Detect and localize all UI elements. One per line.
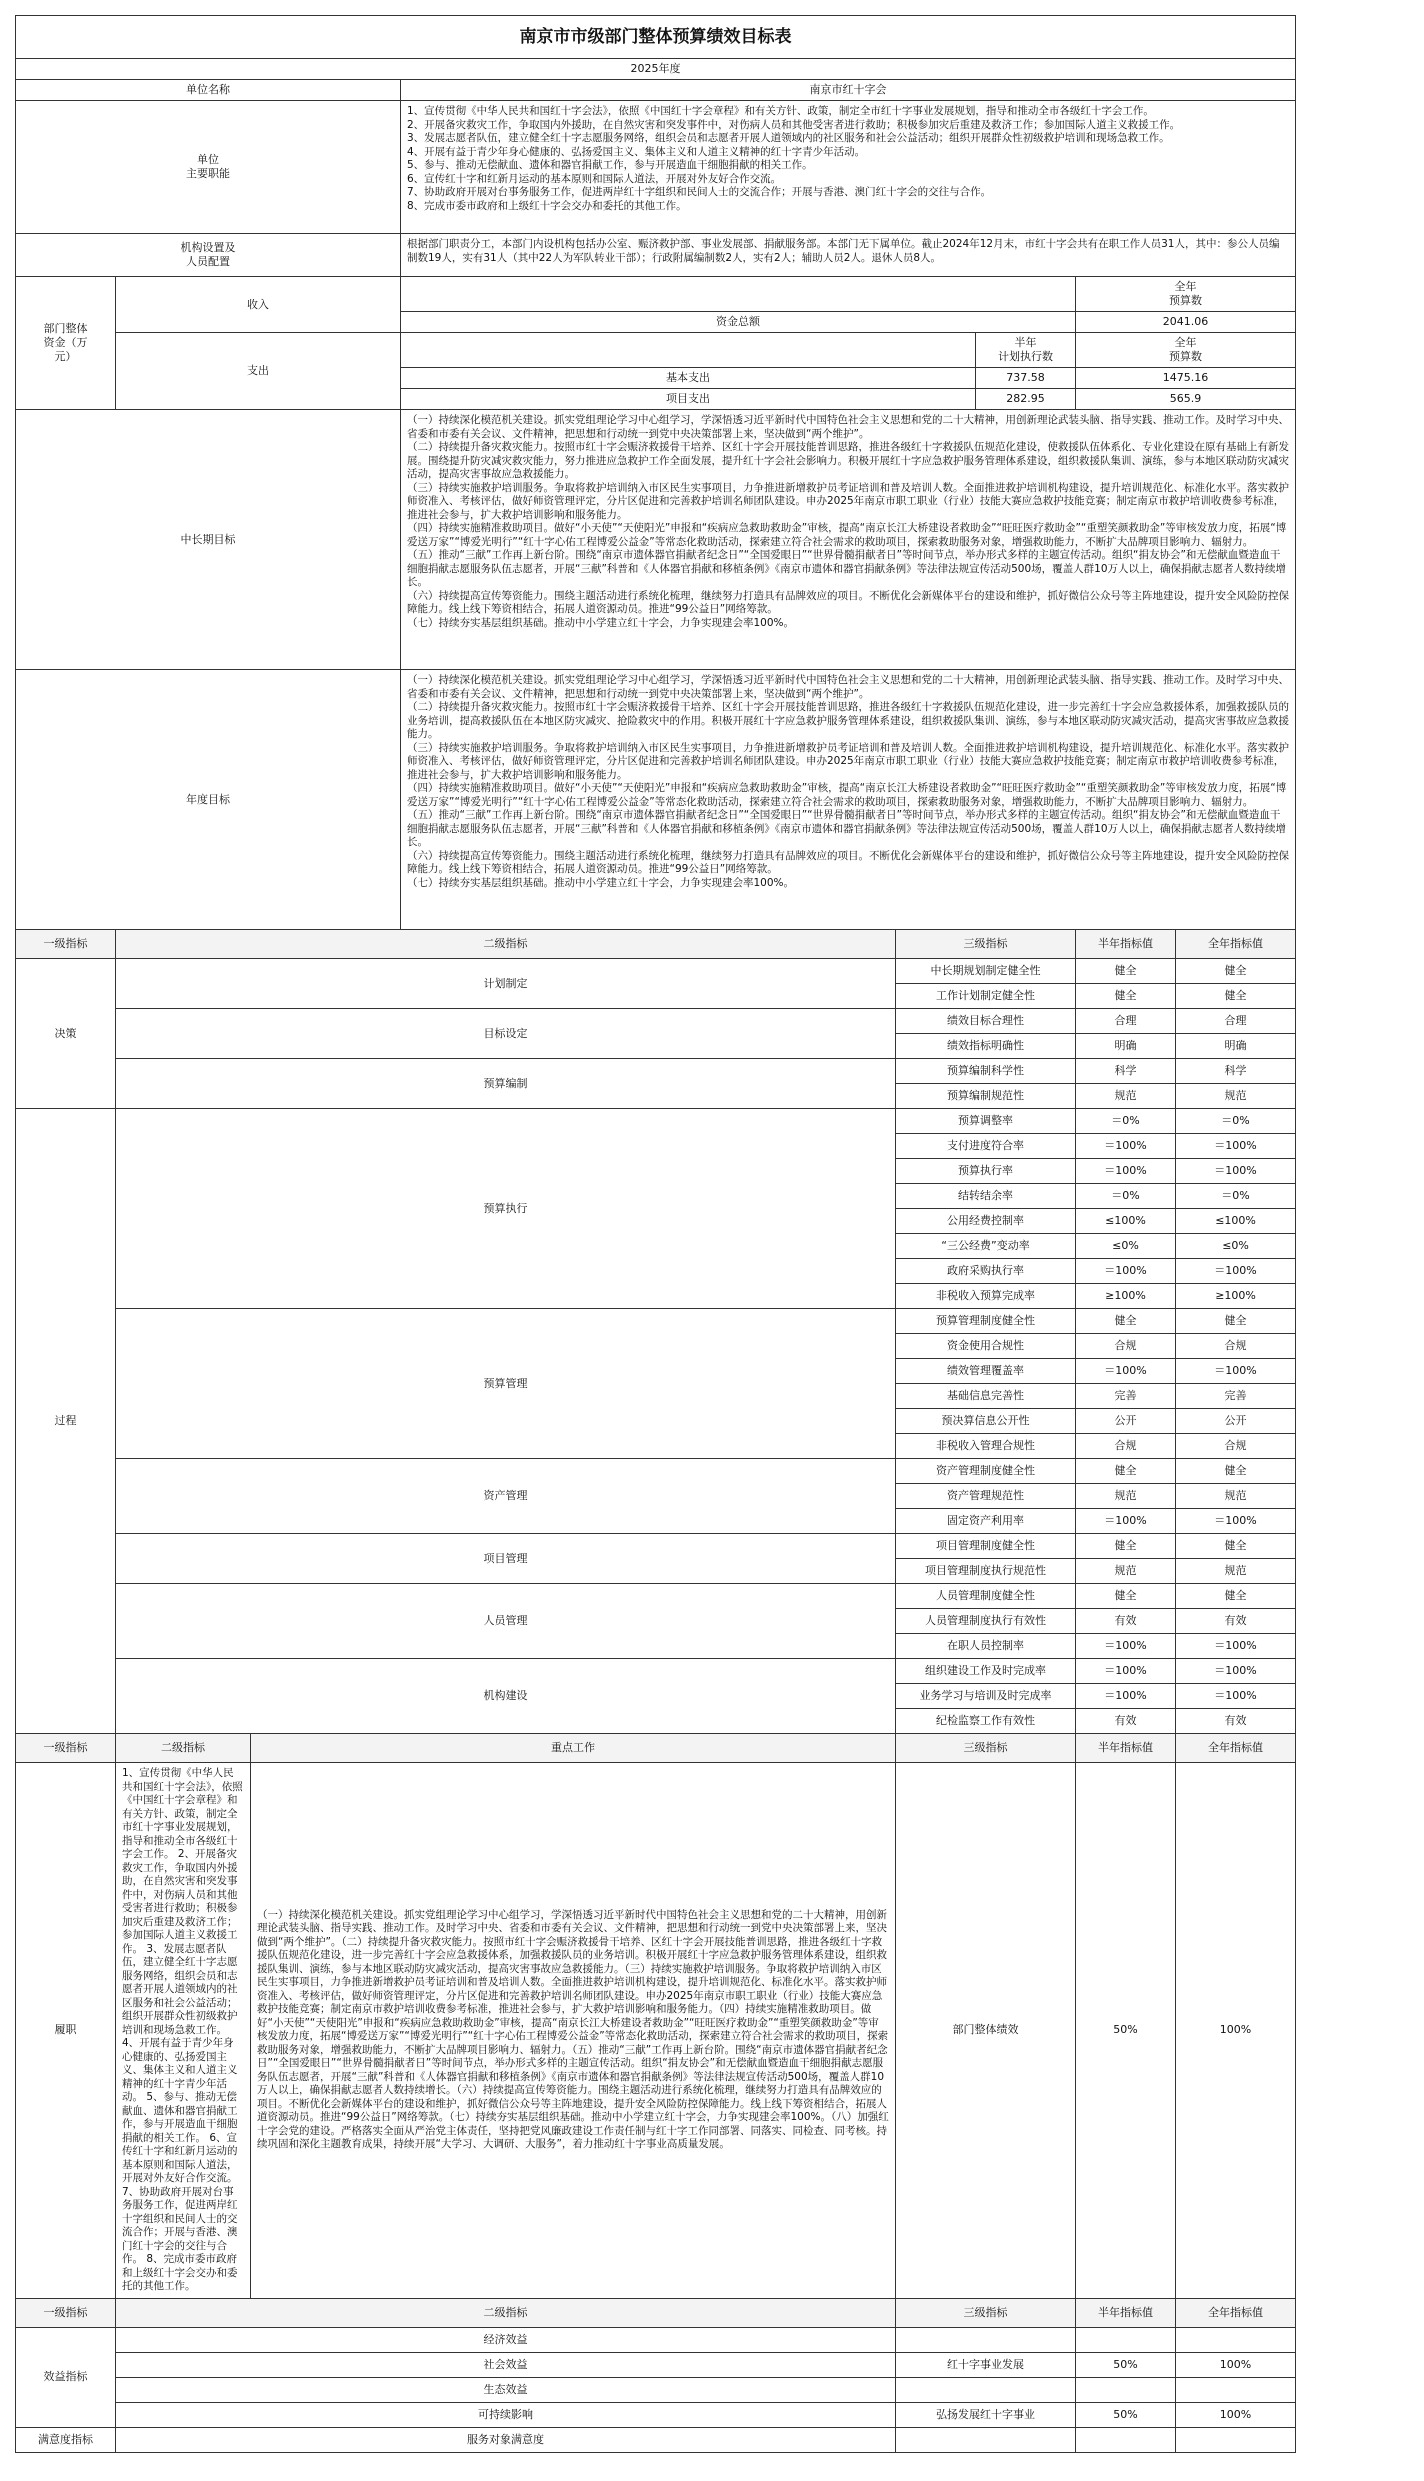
indicator-l3: 预算管理制度健全性 <box>896 1309 1076 1334</box>
indicator-full: 有效 <box>1176 1609 1296 1634</box>
indicator-full: ≤100% <box>1176 1209 1296 1234</box>
satisfaction-l2: 服务对象满意度 <box>116 2427 896 2452</box>
staff-text: 根据部门职责分工，本部门内设机构包括办公室、赈济救护部、事业发展部、捐献服务部。本部门无下属单位。截止2024年12月末，市红十字会共有在职工作人员31人，其中：参公人员编制数19人，实有31人（其中22人为军队转业干部）；行政附属编制数2人，实有2人；辅助人员2人。退休人员8人。 <box>401 234 1296 277</box>
indicator-l3: 绩效管理覆盖率 <box>896 1359 1076 1384</box>
indicator-l3: 中长期规划制定健全性 <box>896 959 1076 984</box>
satisfaction-row <box>16 2427 1296 2452</box>
indicator-half: 健全 <box>1076 959 1176 984</box>
benefit-l3: 红十字事业发展 <box>896 2352 1076 2377</box>
benefit-half <box>1076 2327 1176 2352</box>
indicator-full: ＝100% <box>1176 1159 1296 1184</box>
expense-label: 支出 <box>116 333 401 410</box>
indicator-full: ＝100% <box>1176 1359 1296 1384</box>
indicator-row <box>16 1059 1296 1084</box>
indicator-row <box>16 1009 1296 1034</box>
annual-text: （一）持续深化模范机关建设。抓实党组理论学习中心组学习，学深悟透习近平新时代中国特色社会主义思想和党的二十大精神，用创新理论武装头脑、指导实践、推动工作。及时学习中央、省委和市委有关会议、文件精神，把思想和行动统一到党中央决策部署上来，坚决做到“两个维护”。 （二）持续提升备灾救灾能力。按照市红十字会赈济救援骨干培养、区红十字会开展技能普训思路，推进各级红十字救援队伍规范化建设，进一步完善红十字会应急救援体系，加强救援队员的业务培训，提高救援队伍在本地区防灾减灾、抢险救灾中的作用。积极开展红十字应急救护服务管理体系建设，组织救援队集训、演练，参与本地区联动防灾减灾活动，提高灾害事故应急救援能力。 （三）持续实施救护培训服务。争取将救护培训纳入市区民生实事项目，力争推进新增救护员考证培训和普及培训人数。全面推进救护培训机构建设，提升培训规范化、标准化水平。落实救护师资准入、考核评估，做好师资管理评定，分片区促进和完善救护培训名师团队建设。申办2025年南京市职工职业（行业）技能大赛应急救护技能竞赛；制定南京市救护培训收费参考标准，推进社会参与，扩大救护培训影响和服务能力。 （四）持续实施精准救助项目。做好“小天使”“天使阳光”申报和“疾病应急救助救助金”审核，提高“南京长江大桥建设者救助金”“旺旺医疗救助金”“重塑笑颜救助金”等审核发放力度，拓展“博爱送万家”“博爱光明行”“红十字心佑工程博爱公益金”等常态化救助活动，探索建立符合社会需求的救助项目，探索救助服务对象，增强救助能力，不断扩大品牌项目影响力、辐射力。 （五）推动“三献”工作再上新台阶。围绕“南京市遗体器官捐献者纪念日”“全国爱眼日”“世界骨髓捐献者日”等时间节点，举办形式多样的主题宣传活动。组织“捐友协会”和无偿献血暨造血干细胞捐献志愿服务队伍志愿者，开展“三献”科普和《人体器官捐献和移植条例》《南京市遗体和器官捐献条例》等法律法规宣传活动500场，覆盖人群10万人以上，确保捐献志愿者人数持续增长。 （六）持续提高宣传筹资能力。围绕主题活动进行系统化梳理，继续努力打造具有品牌效应的项目。不断优化会新媒体平台的建设和维护，抓好微信公众号等主阵地建设，提升安全风险防控保障能力。线上线下筹资相结合，拓展人道资源动员。推进“99公益日”网络筹款。 （七）持续夯实基层组织基础。推动中小学建立红十字会，力争实现建会率100%。 <box>401 670 1296 930</box>
total-value: 2041.06 <box>1076 312 1296 333</box>
perform-key: （一）持续深化模范机关建设。抓实党组理论学习中心组学习，学深悟透习近平新时代中国特色社会主义思想和党的二十大精神，用创新理论武装头脑、指导实践、推动工作。及时学习中央、省委和市委有关会议、文件精神，把思想和行动统一到党中央决策部署上来，坚决做到“两个维护”。（二）持续提升备灾救灾能力。按照市红十字会赈济救援骨干培养、区红十字会开展技能普训思路，推进各级红十字救援队伍规范化建设，进一步完善红十字会应急救援体系，加强救援队员的业务培训。积极开展红十字应急救护服务管理体系建设，组织救援队集训、演练，参与本地区联动防灾减灾活动，提高灾害事故应急救援能力。（三）持续实施救护培训服务。争取将救护培训纳入市区民生实事项目，力争推进新增救护员考证培训和普及培训人数。全面推进救护培训机构建设，提升培训规范化、标准化水平。落实救护师资准入、考核评估，做好师资管理评定，分片区促进和完善救护培训名师团队建设。申办2025年南京市职工职业（行业）技能大赛应急救护技能竞赛；制定南京市救护培训收费参考标准，推进社会参与，扩大救护培训影响和服务能力。（四）持续实施精准救助项目。做好“小天使”“天使阳光”申报和“疾病应急救助救助金”审核，提高“南京长江大桥建设者救助金”“旺旺医疗救助金”“重塑笑颜救助金”等审核发放力度，拓展“博爱送万家”“博爱光明行”“红十字心佑工程博爱公益金”等常态化救助活动，探索建立符合社会需求的救助项目，探索救助服务对象，增强救助能力，不断扩大品牌项目影响力、辐射力。（五）推动“三献”工作再上新台阶。围绕“南京市遗体器官捐献者纪念日”“全国爱眼日”“世界骨髓捐献者日”等时间节点，举办形式多样的主题宣传活动。组织“捐友协会”和无偿献血暨造血干细胞捐献志愿服务队伍志愿者，开展“三献”科普和《人体器官捐献和移植条例》《南京市遗体和器官捐献条例》等法律法规宣传活动500场，覆盖人群10万人以上，确保捐献志愿者人数持续增长。（六）持续提高宣传筹资能力。围绕主题活动进行系统化梳理，继续努力打造具有品牌效应的项目。不断优化会新媒体平台的建设和维护，抓好微信公众号等主阵地建设，提升安全风险防控保障能力。线上线下筹资相结合，拓展人道资源动员。推进“99公益日”网络筹款。（七）持续夯实基层组织基础。推动中小学建立红十字会，力争实现建会率100%。（八）加强红十字会党的建设。严格落实全面从严治党主体责任，坚持把党风廉政建设工作责任制与红十字工作同部署、同落实、同检查、同考核。持续巩固和深化主题教育成果，持续开展“大学习、大调研、大服务”，着力推动红十字事业高质量发展。 <box>251 1763 896 2299</box>
indicator-l3: 政府采购执行率 <box>896 1259 1076 1284</box>
satisfaction-l3 <box>896 2427 1076 2452</box>
total-label: 资金总额 <box>401 312 1076 333</box>
perform-header-row <box>16 1734 1296 1763</box>
benefit-l3: 弘扬发展红十字事业 <box>896 2402 1076 2427</box>
benefit-l2: 生态效益 <box>116 2377 896 2402</box>
indicator-half: ≥100% <box>1076 1284 1176 1309</box>
indicator-l2: 预算执行 <box>116 1109 896 1309</box>
indicator-half: ＝100% <box>1076 1259 1176 1284</box>
indicator-l2: 资产管理 <box>116 1459 896 1534</box>
benefit-full <box>1176 2377 1296 2402</box>
indicator-half: ＝100% <box>1076 1634 1176 1659</box>
benefit-full <box>1176 2327 1296 2352</box>
indicator-l3: 结转结余率 <box>896 1184 1076 1209</box>
indicator-half: 完善 <box>1076 1384 1176 1409</box>
indicator-l3: 绩效目标合理性 <box>896 1009 1076 1034</box>
indicator-full: 健全 <box>1176 984 1296 1009</box>
indicator-l3: 项目管理制度健全性 <box>896 1534 1076 1559</box>
indicator-half: ＝0% <box>1076 1109 1176 1134</box>
project-label: 项目支出 <box>401 389 976 410</box>
indicator-l2: 机构建设 <box>116 1659 896 1734</box>
indicator-full: 合规 <box>1176 1434 1296 1459</box>
indicator-half: 健全 <box>1076 1309 1176 1334</box>
indicator-l2: 人员管理 <box>116 1584 896 1659</box>
year-label: 2025年度 <box>16 59 1296 80</box>
indicator-full: ＝100% <box>1176 1684 1296 1709</box>
benefit-half <box>1076 2377 1176 2402</box>
indicator-l3: 纪检监察工作有效性 <box>896 1709 1076 1734</box>
indicator-full: 有效 <box>1176 1709 1296 1734</box>
indicator-full: 健全 <box>1176 1534 1296 1559</box>
indicator-full: 规范 <box>1176 1559 1296 1584</box>
perform-header-full: 全年指标值 <box>1176 1734 1296 1763</box>
indicator-half: 合规 <box>1076 1334 1176 1359</box>
indicator-full: ≤0% <box>1176 1234 1296 1259</box>
indicator-l3: “三公经费”变动率 <box>896 1234 1076 1259</box>
indicator-row <box>16 1659 1296 1684</box>
indicator-l2: 计划制定 <box>116 959 896 1009</box>
indicator-full: 健全 <box>1176 1309 1296 1334</box>
indicator-full: 规范 <box>1176 1484 1296 1509</box>
income-label: 收入 <box>116 277 401 333</box>
benefit-header-half: 半年指标值 <box>1076 2298 1176 2327</box>
indicator-half: 规范 <box>1076 1559 1176 1584</box>
indicator-l3: 业务学习与培训及时完成率 <box>896 1684 1076 1709</box>
indicator-half: 健全 <box>1076 1534 1176 1559</box>
benefit-half: 50% <box>1076 2352 1176 2377</box>
perform-l3: 部门整体绩效 <box>896 1763 1076 2299</box>
indicator-row <box>16 1109 1296 1134</box>
indicator-full: 科学 <box>1176 1059 1296 1084</box>
ind-header-full: 全年指标值 <box>1176 930 1296 959</box>
indicator-l3: 资产管理制度健全性 <box>896 1459 1076 1484</box>
indicator-half: ＝0% <box>1076 1184 1176 1209</box>
indicator-l3: 工作计划制定健全性 <box>896 984 1076 1009</box>
indicator-l3: 预算编制规范性 <box>896 1084 1076 1109</box>
benefit-row <box>16 2377 1296 2402</box>
page-title: 南京市市级部门整体预算绩效目标表 <box>16 16 1296 59</box>
indicator-l3: 非税收入管理合规性 <box>896 1434 1076 1459</box>
half-year-header: 半年 计划执行数 <box>976 333 1076 368</box>
indicator-half: ＝100% <box>1076 1684 1176 1709</box>
annual-label: 年度目标 <box>16 670 401 930</box>
benefit-row <box>16 2352 1296 2377</box>
unit-label: 单位名称 <box>16 80 401 101</box>
full-year-header: 全年 预算数 <box>1076 277 1296 312</box>
indicator-full: 健全 <box>1176 1584 1296 1609</box>
indicator-half: ＝100% <box>1076 1509 1176 1534</box>
benefit-row <box>16 2327 1296 2352</box>
indicator-full: ＝100% <box>1176 1259 1296 1284</box>
indicator-row <box>16 1459 1296 1484</box>
satisfaction-half <box>1076 2427 1176 2452</box>
benefit-l2: 经济效益 <box>116 2327 896 2352</box>
indicator-l2: 目标设定 <box>116 1009 896 1059</box>
indicator-half: ＝100% <box>1076 1134 1176 1159</box>
perform-half: 50% <box>1076 1763 1176 2299</box>
perform-header-l2: 二级指标 <box>116 1734 251 1763</box>
indicator-full: 公开 <box>1176 1409 1296 1434</box>
indicator-l3: 预决算信息公开性 <box>896 1409 1076 1434</box>
indicator-l2: 预算管理 <box>116 1309 896 1459</box>
benefit-row <box>16 2402 1296 2427</box>
indicator-half: 明确 <box>1076 1034 1176 1059</box>
staff-label: 机构设置及 人员配置 <box>16 234 401 277</box>
indicator-l2: 项目管理 <box>116 1534 896 1584</box>
project-full: 565.9 <box>1076 389 1296 410</box>
indicator-half: ＝100% <box>1076 1159 1176 1184</box>
expense-spacer <box>401 333 976 368</box>
indicator-l3: 人员管理制度健全性 <box>896 1584 1076 1609</box>
perform-header-l3: 三级指标 <box>896 1734 1076 1763</box>
ind-header-l2: 二级指标 <box>116 930 896 959</box>
indicator-l3: 预算调整率 <box>896 1109 1076 1134</box>
income-spacer <box>401 277 1076 312</box>
indicator-row <box>16 1584 1296 1609</box>
indicator-full: 合理 <box>1176 1009 1296 1034</box>
indicator-full: ＝100% <box>1176 1134 1296 1159</box>
basic-half: 737.58 <box>976 368 1076 389</box>
indicator-half: 有效 <box>1076 1709 1176 1734</box>
indicator-half: ＝100% <box>1076 1359 1176 1384</box>
duties-text: 1、宣传贯彻《中华人民共和国红十字会法》，依照《中国红十字会章程》和有关方针、政策，制定全市红十字事业发展规划，指导和推动全市各级红十字会工作。 2、开展备灾救灾工作，争取国内外援助，在自然灾害和突发事件中，对伤病人员和其他受害者进行救助；积极参加灾后重建及救济工作；参加国际人道主义救援工作。 3、发展志愿者队伍，建立健全红十字志愿服务网络，组织会员和志愿者开展人道领域内的社区服务和社会公益活动；组织开展群众性初级救护培训和现场急救工作。 4、开展有益于青少年身心健康的、弘扬爱国主义、集体主义和人道主义精神的红十字青少年活动。 5、参与、推动无偿献血、遗体和器官捐献工作，参与开展造血干细胞捐献的相关工作。 6、宣传红十字和红新月运动的基本原则和国际人道法，开展对外友好合作交流。 7、协助政府开展对台事务服务工作，促进两岸红十字组织和民间人士的交流合作；开展与香港、澳门红十字会的交往与合作。 8、完成市委市政府和上级红十字会交办和委托的其他工作。 <box>401 101 1296 234</box>
benefit-header-row <box>16 2298 1296 2327</box>
indicator-l1: 决策 <box>16 959 116 1109</box>
perform-header-half: 半年指标值 <box>1076 1734 1176 1763</box>
benefit-l2: 可持续影响 <box>116 2402 896 2427</box>
indicator-full: 规范 <box>1176 1084 1296 1109</box>
perform-l2: 1、宣传贯彻《中华人民共和国红十字会法》，依照《中国红十字会章程》和有关方针、政策，制定全市红十字事业发展规划，指导和推动全市各级红十字会工作。 2、开展备灾救灾工作，争取国内外援助，在自然灾害和突发事件中，对伤病人员和其他受害者进行救助；积极参加灾后重建及救济工作；参加国际人道主义救援工作。 3、发展志愿者队伍，建立健全红十字志愿服务网络，组织会员和志愿者开展人道领域内的社区服务和社会公益活动；组织开展群众性初级救护培训和现场急救工作。 4、开展有益于青少年身心健康的、弘扬爱国主义、集体主义和人道主义精神的红十字青少年活动。 5、参与、推动无偿献血、遗体和器官捐献工作，参与开展造血干细胞捐献的相关工作。 6、宣传红十字和红新月运动的基本原则和国际人道法，开展对外友好合作交流。 7、协助政府开展对台事务服务工作，促进两岸红十字组织和民间人士的交流合作；开展与香港、澳门红十字会的交往与合作。 8、完成市委市政府和上级红十字会交办和委托的其他工作。 <box>116 1763 251 2299</box>
benefit-full: 100% <box>1176 2352 1296 2377</box>
indicator-l3: 公用经费控制率 <box>896 1209 1076 1234</box>
longterm-text: （一）持续深化模范机关建设。抓实党组理论学习中心组学习，学深悟透习近平新时代中国特色社会主义思想和党的二十大精神，用创新理论武装头脑、指导实践、推动工作。及时学习中央、省委和市委有关会议、文件精神，把思想和行动统一到党中央决策部署上来，坚决做到“两个维护”。 （二）持续提升备灾救灾能力。按照市红十字会赈济救援骨干培养、区红十字会开展技能普训思路，推进各级红十字救援队伍规范化建设，使救援队伍体系化、专业化建设在原有基础上有新发展。围绕提升防灾减灾救灾能力，努力推进应急救护工作全面发展，提升红十字会社会影响力。积极开展红十字应急救护服务管理体系建设，组织救援队集训、演练，参与本地区联动防灾减灾活动，提高灾害事故应急救援能力。 （三）持续实施救护培训服务。争取将救护培训纳入市区民生实事项目，力争推进新增救护员考证培训和普及培训人数。全面推进救护培训机构建设，提升培训规范化、标准化水平。落实救护师资准入、考核评估，做好师资管理评定，分片区促进和完善救护培训名师团队建设。申办2025年南京市职工职业（行业）技能大赛应急救护技能竞赛；制定南京市救护培训收费参考标准，推进社会参与，扩大救护培训影响和服务能力。 （四）持续实施精准救助项目。做好“小天使”“天使阳光”申报和“疾病应急救助救助金”审核，提高“南京长江大桥建设者救助金”“旺旺医疗救助金”“重塑笑颜救助金”等审核发放力度，拓展“博爱送万家”“博爱光明行”“红十字心佑工程博爱公益金”等常态化救助活动，探索建立符合社会需求的救助项目，探索救助服务对象，增强救助能力，不断扩大品牌项目影响力、辐射力。 （五）推动“三献”工作再上新台阶。围绕“南京市遗体器官捐献者纪念日”“全国爱眼日”“世界骨髓捐献者日”等时间节点，举办形式多样的主题宣传活动。组织“捐友协会”和无偿献血暨造血干细胞捐献志愿服务队伍志愿者，开展“三献”科普和《人体器官捐献和移植条例》《南京市遗体和器官捐献条例》等法律法规宣传活动500场，覆盖人群10万人以上，确保捐献志愿者人数持续增长。 （六）持续提高宣传筹资能力。围绕主题活动进行系统化梳理，继续努力打造具有品牌效应的项目。不断优化会新媒体平台的建设和维护，抓好微信公众号等主阵地建设，提升安全风险防控保障能力。线上线下筹资相结合，拓展人道资源动员。推进“99公益日”网络筹款。 （七）持续夯实基层组织基础。推动中小学建立红十字会，力争实现建会率100%。 <box>401 410 1296 670</box>
indicator-full: 完善 <box>1176 1384 1296 1409</box>
indicator-half: 合规 <box>1076 1434 1176 1459</box>
indicator-half: 有效 <box>1076 1609 1176 1634</box>
indicator-half: 规范 <box>1076 1084 1176 1109</box>
longterm-label: 中长期目标 <box>16 410 401 670</box>
perform-header-key: 重点工作 <box>251 1734 896 1763</box>
benefit-l1: 效益指标 <box>16 2327 116 2427</box>
main-table <box>15 15 1296 2453</box>
project-half: 282.95 <box>976 389 1076 410</box>
indicator-full: 健全 <box>1176 959 1296 984</box>
benefit-l3 <box>896 2377 1076 2402</box>
ind-header-l1: 一级指标 <box>16 930 116 959</box>
indicator-row <box>16 1309 1296 1334</box>
indicator-l3: 资金使用合规性 <box>896 1334 1076 1359</box>
indicator-half: 健全 <box>1076 1584 1176 1609</box>
full-year-header-2: 全年 预算数 <box>1076 333 1296 368</box>
perform-row <box>16 1763 1296 2299</box>
indicator-row <box>16 959 1296 984</box>
benefit-l2: 社会效益 <box>116 2352 896 2377</box>
indicator-half: 健全 <box>1076 984 1176 1009</box>
indicator-half: 规范 <box>1076 1484 1176 1509</box>
indicator-half: ≤0% <box>1076 1234 1176 1259</box>
basic-label: 基本支出 <box>401 368 976 389</box>
duties-label: 单位 主要职能 <box>16 101 401 234</box>
perform-l1: 履职 <box>16 1763 116 2299</box>
indicator-half: ＝100% <box>1076 1659 1176 1684</box>
indicator-l3: 组织建设工作及时完成率 <box>896 1659 1076 1684</box>
indicator-l3: 绩效指标明确性 <box>896 1034 1076 1059</box>
indicator-l1: 过程 <box>16 1109 116 1734</box>
benefit-header-l2: 二级指标 <box>116 2298 896 2327</box>
indicator-l3: 预算执行率 <box>896 1159 1076 1184</box>
indicator-full: ＝100% <box>1176 1509 1296 1534</box>
unit-value: 南京市红十字会 <box>401 80 1296 101</box>
indicator-half: 科学 <box>1076 1059 1176 1084</box>
indicator-l3: 基础信息完善性 <box>896 1384 1076 1409</box>
indicator-row <box>16 1534 1296 1559</box>
perform-header-l1: 一级指标 <box>16 1734 116 1763</box>
indicator-full: ＝0% <box>1176 1184 1296 1209</box>
perform-full: 100% <box>1176 1763 1296 2299</box>
indicator-l3: 资产管理规范性 <box>896 1484 1076 1509</box>
indicator-l3: 固定资产利用率 <box>896 1509 1076 1534</box>
benefit-header-l3: 三级指标 <box>896 2298 1076 2327</box>
indicator-l2: 预算编制 <box>116 1059 896 1109</box>
satisfaction-full <box>1176 2427 1296 2452</box>
indicator-half: 公开 <box>1076 1409 1176 1434</box>
benefit-l3 <box>896 2327 1076 2352</box>
indicator-full: ＝0% <box>1176 1109 1296 1134</box>
indicator-full: ≥100% <box>1176 1284 1296 1309</box>
indicator-l3: 项目管理制度执行规范性 <box>896 1559 1076 1584</box>
funds-label: 部门整体 资金（万 元） <box>16 277 116 410</box>
basic-full: 1475.16 <box>1076 368 1296 389</box>
indicator-full: 合规 <box>1176 1334 1296 1359</box>
benefit-header-full: 全年指标值 <box>1176 2298 1296 2327</box>
indicator-l3: 人员管理制度执行有效性 <box>896 1609 1076 1634</box>
benefit-full: 100% <box>1176 2402 1296 2427</box>
ind-header-l3: 三级指标 <box>896 930 1076 959</box>
indicator-full: ＝100% <box>1176 1659 1296 1684</box>
ind-header-half: 半年指标值 <box>1076 930 1176 959</box>
indicator-l3: 非税收入预算完成率 <box>896 1284 1076 1309</box>
indicator-half: 健全 <box>1076 1459 1176 1484</box>
satisfaction-l1: 满意度指标 <box>16 2427 116 2452</box>
indicator-full: ＝100% <box>1176 1634 1296 1659</box>
indicator-half: ≤100% <box>1076 1209 1176 1234</box>
indicator-full: 明确 <box>1176 1034 1296 1059</box>
indicator-half: 合理 <box>1076 1009 1176 1034</box>
benefit-half: 50% <box>1076 2402 1176 2427</box>
indicator-l3: 预算编制科学性 <box>896 1059 1076 1084</box>
indicator-l3: 支付进度符合率 <box>896 1134 1076 1159</box>
indicator-full: 健全 <box>1176 1459 1296 1484</box>
benefit-header-l1: 一级指标 <box>16 2298 116 2327</box>
indicator-l3: 在职人员控制率 <box>896 1634 1076 1659</box>
performance-target-sheet <box>15 15 1295 2453</box>
